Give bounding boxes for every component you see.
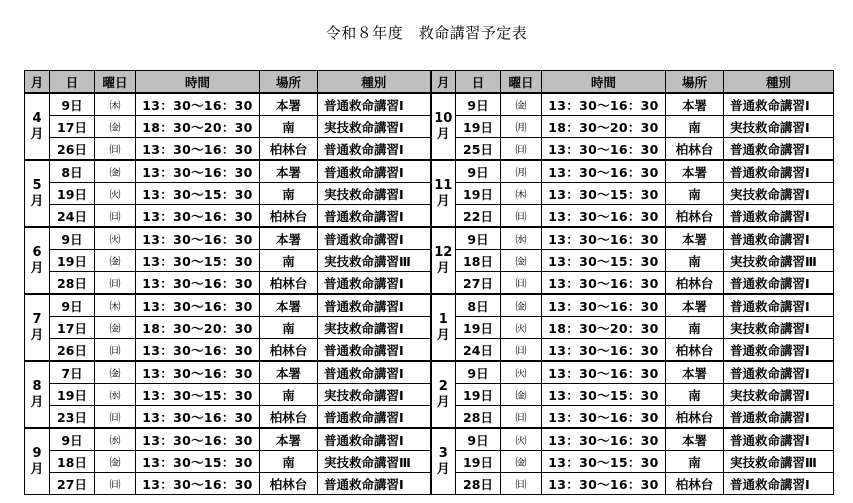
- place-cell: 本署: [666, 93, 724, 116]
- day-cell: 9日: [50, 428, 95, 451]
- place-cell: 本署: [260, 294, 318, 317]
- table-row: [25, 160, 834, 183]
- table-row: [25, 361, 834, 384]
- day-cell: 27日: [456, 272, 501, 295]
- dow-cell: ㈬: [501, 227, 542, 250]
- dow-cell: ㈪: [501, 160, 542, 183]
- place-cell: 南: [666, 384, 724, 406]
- day-cell: 19日: [456, 384, 501, 406]
- header-weekday: 曜日: [95, 71, 136, 94]
- day-cell: 18日: [456, 250, 501, 272]
- place-cell: 柏林台: [666, 406, 724, 429]
- dow-cell: ㈮: [501, 294, 542, 317]
- month-cell: 2 月: [431, 361, 456, 428]
- place-cell: 本署: [666, 361, 724, 384]
- month-cell: 4 月: [25, 93, 50, 160]
- time-cell: 13：30～15：30: [542, 451, 666, 473]
- table-row: [25, 339, 834, 362]
- place-cell: 南: [260, 250, 318, 272]
- place-cell: 南: [260, 183, 318, 205]
- place-cell: 本署: [666, 428, 724, 451]
- month-cell: 10 月: [431, 93, 456, 160]
- kind-cell: 普通救命講習Ⅰ: [318, 361, 431, 384]
- month-cell: 9 月: [25, 428, 50, 495]
- dow-cell: ㈫: [501, 361, 542, 384]
- kind-cell: 普通救命講習Ⅰ: [724, 205, 834, 228]
- time-cell: 13：30～15：30: [136, 451, 260, 473]
- kind-cell: 普通救命講習Ⅰ: [724, 473, 834, 495]
- place-cell: 南: [260, 451, 318, 473]
- month-cell: 6 月: [25, 227, 50, 294]
- kind-cell: 普通救命講習Ⅰ: [318, 205, 431, 228]
- kind-cell: 実技救命講習Ⅰ: [724, 384, 834, 406]
- day-cell: 19日: [50, 183, 95, 205]
- dow-cell: ㈫: [501, 428, 542, 451]
- dow-cell: ㈬: [95, 384, 136, 406]
- time-cell: 13：30～16：30: [136, 428, 260, 451]
- kind-cell: 普通救命講習Ⅰ: [318, 93, 431, 116]
- kind-cell: 普通救命講習Ⅰ: [318, 473, 431, 495]
- day-cell: 9日: [456, 428, 501, 451]
- day-cell: 9日: [50, 294, 95, 317]
- dow-cell: ㈰: [95, 473, 136, 495]
- time-cell: 13：30～16：30: [542, 361, 666, 384]
- dow-cell: ㈰: [501, 406, 542, 429]
- place-cell: 本署: [666, 294, 724, 317]
- header-day: 日: [456, 71, 501, 94]
- dow-cell: ㈰: [501, 473, 542, 495]
- kind-cell: 普通救命講習Ⅰ: [318, 428, 431, 451]
- time-cell: 13：30～16：30: [136, 138, 260, 161]
- day-cell: 17日: [50, 116, 95, 138]
- day-cell: 7日: [50, 361, 95, 384]
- time-cell: 13：30～16：30: [542, 93, 666, 116]
- header-time: 時間: [542, 71, 666, 94]
- dow-cell: ㈰: [95, 205, 136, 228]
- month-cell: 8 月: [25, 361, 50, 428]
- day-cell: 25日: [456, 138, 501, 161]
- dow-cell: ㈮: [501, 451, 542, 473]
- dow-cell: ㈮: [501, 93, 542, 116]
- month-cell: 3 月: [431, 428, 456, 495]
- kind-cell: 実技救命講習Ⅰ: [318, 116, 431, 138]
- kind-cell: 実技救命講習Ⅲ: [318, 451, 431, 473]
- place-cell: 本署: [260, 428, 318, 451]
- table-row: [25, 294, 834, 317]
- kind-cell: 実技救命講習Ⅰ: [318, 384, 431, 406]
- place-cell: 柏林台: [260, 406, 318, 429]
- place-cell: 本署: [260, 227, 318, 250]
- dow-cell: ㈫: [501, 317, 542, 339]
- place-cell: 柏林台: [666, 272, 724, 295]
- time-cell: 13：30～16：30: [136, 339, 260, 362]
- header-row: [25, 71, 834, 94]
- dow-cell: ㈮: [95, 317, 136, 339]
- kind-cell: 実技救命講習Ⅲ: [724, 451, 834, 473]
- time-cell: 13：30～16：30: [136, 272, 260, 295]
- kind-cell: 普通救命講習Ⅰ: [724, 272, 834, 295]
- time-cell: 13：30～16：30: [542, 138, 666, 161]
- table-row: [25, 183, 834, 205]
- day-cell: 19日: [50, 250, 95, 272]
- table-row: [25, 250, 834, 272]
- time-cell: 13：30～15：30: [542, 250, 666, 272]
- place-cell: 柏林台: [666, 339, 724, 362]
- place-cell: 柏林台: [260, 473, 318, 495]
- place-cell: 本署: [260, 361, 318, 384]
- dow-cell: ㈭: [95, 93, 136, 116]
- dow-cell: ㈮: [95, 116, 136, 138]
- place-cell: 南: [666, 183, 724, 205]
- place-cell: 柏林台: [260, 138, 318, 161]
- day-cell: 9日: [50, 93, 95, 116]
- time-cell: 13：30～16：30: [542, 406, 666, 429]
- dow-cell: ㈭: [95, 294, 136, 317]
- dow-cell: ㈰: [501, 272, 542, 295]
- table-row: [25, 116, 834, 138]
- place-cell: 柏林台: [666, 205, 724, 228]
- table-row: [25, 384, 834, 406]
- header-day: 日: [50, 71, 95, 94]
- time-cell: 13：30～16：30: [542, 205, 666, 228]
- header-place: 場所: [260, 71, 318, 94]
- kind-cell: 実技救命講習Ⅲ: [318, 250, 431, 272]
- place-cell: 柏林台: [666, 473, 724, 495]
- table-row: [25, 272, 834, 295]
- time-cell: 13：30～16：30: [542, 294, 666, 317]
- place-cell: 本署: [666, 160, 724, 183]
- day-cell: 8日: [456, 294, 501, 317]
- place-cell: 南: [666, 317, 724, 339]
- dow-cell: ㈮: [95, 451, 136, 473]
- dow-cell: ㈮: [95, 361, 136, 384]
- kind-cell: 普通救命講習Ⅰ: [724, 406, 834, 429]
- time-cell: 13：30～16：30: [136, 473, 260, 495]
- month-cell: 5 月: [25, 160, 50, 227]
- day-cell: 17日: [50, 317, 95, 339]
- header-place: 場所: [666, 71, 724, 94]
- time-cell: 13：30～16：30: [136, 361, 260, 384]
- day-cell: 9日: [456, 361, 501, 384]
- month-cell: 7 月: [25, 294, 50, 361]
- time-cell: 13：30～15：30: [136, 384, 260, 406]
- dow-cell: ㈮: [501, 250, 542, 272]
- day-cell: 26日: [50, 339, 95, 362]
- header-time: 時間: [136, 71, 260, 94]
- day-cell: 19日: [456, 116, 501, 138]
- time-cell: 13：30～16：30: [136, 294, 260, 317]
- month-cell: 1 月: [431, 294, 456, 361]
- header-weekday: 曜日: [501, 71, 542, 94]
- day-cell: 28日: [456, 473, 501, 495]
- time-cell: 13：30～16：30: [542, 473, 666, 495]
- time-cell: 18：30～20：30: [542, 317, 666, 339]
- table-row: [25, 93, 834, 116]
- kind-cell: 普通救命講習Ⅰ: [724, 339, 834, 362]
- day-cell: 19日: [50, 384, 95, 406]
- place-cell: 南: [260, 384, 318, 406]
- time-cell: 13：30～15：30: [542, 384, 666, 406]
- kind-cell: 普通救命講習Ⅰ: [724, 294, 834, 317]
- kind-cell: 普通救命講習Ⅰ: [724, 361, 834, 384]
- header-month: 月: [431, 71, 456, 94]
- day-cell: 8日: [50, 160, 95, 183]
- time-cell: 13：30～16：30: [542, 272, 666, 295]
- dow-cell: ㈰: [501, 339, 542, 362]
- kind-cell: 実技救命講習Ⅲ: [724, 250, 834, 272]
- place-cell: 南: [260, 116, 318, 138]
- kind-cell: 実技救命講習Ⅰ: [724, 317, 834, 339]
- table-row: [25, 428, 834, 451]
- time-cell: 13：30～15：30: [542, 183, 666, 205]
- time-cell: 13：30～15：30: [136, 250, 260, 272]
- day-cell: 26日: [50, 138, 95, 161]
- header-kind: 種別: [724, 71, 834, 94]
- kind-cell: 普通救命講習Ⅰ: [318, 339, 431, 362]
- time-cell: 13：30～16：30: [136, 160, 260, 183]
- day-cell: 24日: [456, 339, 501, 362]
- day-cell: 9日: [456, 160, 501, 183]
- table-row: [25, 473, 834, 495]
- day-cell: 23日: [50, 406, 95, 429]
- place-cell: 柏林台: [260, 272, 318, 295]
- table-row: [25, 227, 834, 250]
- day-cell: 19日: [456, 317, 501, 339]
- kind-cell: 普通救命講習Ⅰ: [318, 227, 431, 250]
- kind-cell: 実技救命講習Ⅰ: [724, 183, 834, 205]
- table-row: [25, 138, 834, 161]
- place-cell: 南: [666, 116, 724, 138]
- kind-cell: 実技救命講習Ⅰ: [724, 116, 834, 138]
- dow-cell: ㈰: [501, 138, 542, 161]
- dow-cell: ㈰: [95, 339, 136, 362]
- kind-cell: 普通救命講習Ⅰ: [724, 93, 834, 116]
- dow-cell: ㈰: [95, 406, 136, 429]
- day-cell: 22日: [456, 205, 501, 228]
- header-month: 月: [25, 71, 50, 94]
- time-cell: 13：30～16：30: [136, 227, 260, 250]
- header-kind: 種別: [318, 71, 431, 94]
- time-cell: 13：30～16：30: [136, 406, 260, 429]
- month-cell: 12 月: [431, 227, 456, 294]
- place-cell: 南: [666, 250, 724, 272]
- time-cell: 18：30～20：30: [136, 317, 260, 339]
- day-cell: 19日: [456, 451, 501, 473]
- kind-cell: 普通救命講習Ⅰ: [318, 138, 431, 161]
- day-cell: 9日: [456, 93, 501, 116]
- kind-cell: 普通救命講習Ⅰ: [724, 138, 834, 161]
- kind-cell: 実技救命講習Ⅰ: [318, 317, 431, 339]
- place-cell: 南: [260, 317, 318, 339]
- day-cell: 27日: [50, 473, 95, 495]
- table-row: [25, 205, 834, 228]
- dow-cell: ㈮: [95, 250, 136, 272]
- time-cell: 18：30～20：30: [136, 116, 260, 138]
- kind-cell: 普通救命講習Ⅰ: [724, 428, 834, 451]
- month-cell: 11 月: [431, 160, 456, 227]
- place-cell: 本署: [260, 93, 318, 116]
- kind-cell: 普通救命講習Ⅰ: [724, 227, 834, 250]
- day-cell: 9日: [456, 227, 501, 250]
- kind-cell: 普通救命講習Ⅰ: [724, 160, 834, 183]
- day-cell: 28日: [50, 272, 95, 295]
- place-cell: 柏林台: [666, 138, 724, 161]
- place-cell: 南: [666, 451, 724, 473]
- kind-cell: 普通救命講習Ⅰ: [318, 406, 431, 429]
- place-cell: 柏林台: [260, 339, 318, 362]
- dow-cell: ㈭: [501, 183, 542, 205]
- day-cell: 19日: [456, 183, 501, 205]
- time-cell: 13：30～15：30: [136, 183, 260, 205]
- schedule-body: [25, 93, 834, 495]
- dow-cell: ㈫: [95, 227, 136, 250]
- page-title: 令和８年度 救命講習予定表: [325, 24, 528, 42]
- time-cell: 18：30～20：30: [542, 116, 666, 138]
- day-cell: 24日: [50, 205, 95, 228]
- kind-cell: 実技救命講習Ⅰ: [318, 183, 431, 205]
- dow-cell: ㈫: [95, 183, 136, 205]
- dow-cell: ㈮: [501, 384, 542, 406]
- time-cell: 13：30～16：30: [542, 428, 666, 451]
- place-cell: 柏林台: [260, 205, 318, 228]
- dow-cell: ㈰: [95, 272, 136, 295]
- day-cell: 9日: [50, 227, 95, 250]
- time-cell: 13：30～16：30: [136, 93, 260, 116]
- dow-cell: ㈬: [95, 428, 136, 451]
- schedule-table: [24, 70, 834, 495]
- dow-cell: ㈮: [95, 160, 136, 183]
- table-row: [25, 406, 834, 429]
- table-row: [25, 451, 834, 473]
- place-cell: 本署: [260, 160, 318, 183]
- time-cell: 13：30～16：30: [136, 205, 260, 228]
- dow-cell: ㈰: [95, 138, 136, 161]
- time-cell: 13：30～16：30: [542, 339, 666, 362]
- dow-cell: ㈪: [501, 116, 542, 138]
- kind-cell: 普通救命講習Ⅰ: [318, 272, 431, 295]
- kind-cell: 普通救命講習Ⅰ: [318, 160, 431, 183]
- time-cell: 13：30～16：30: [542, 160, 666, 183]
- time-cell: 13：30～16：30: [542, 227, 666, 250]
- dow-cell: ㈰: [501, 205, 542, 228]
- day-cell: 28日: [456, 406, 501, 429]
- day-cell: 18日: [50, 451, 95, 473]
- table-row: [25, 317, 834, 339]
- kind-cell: 普通救命講習Ⅰ: [318, 294, 431, 317]
- place-cell: 本署: [666, 227, 724, 250]
